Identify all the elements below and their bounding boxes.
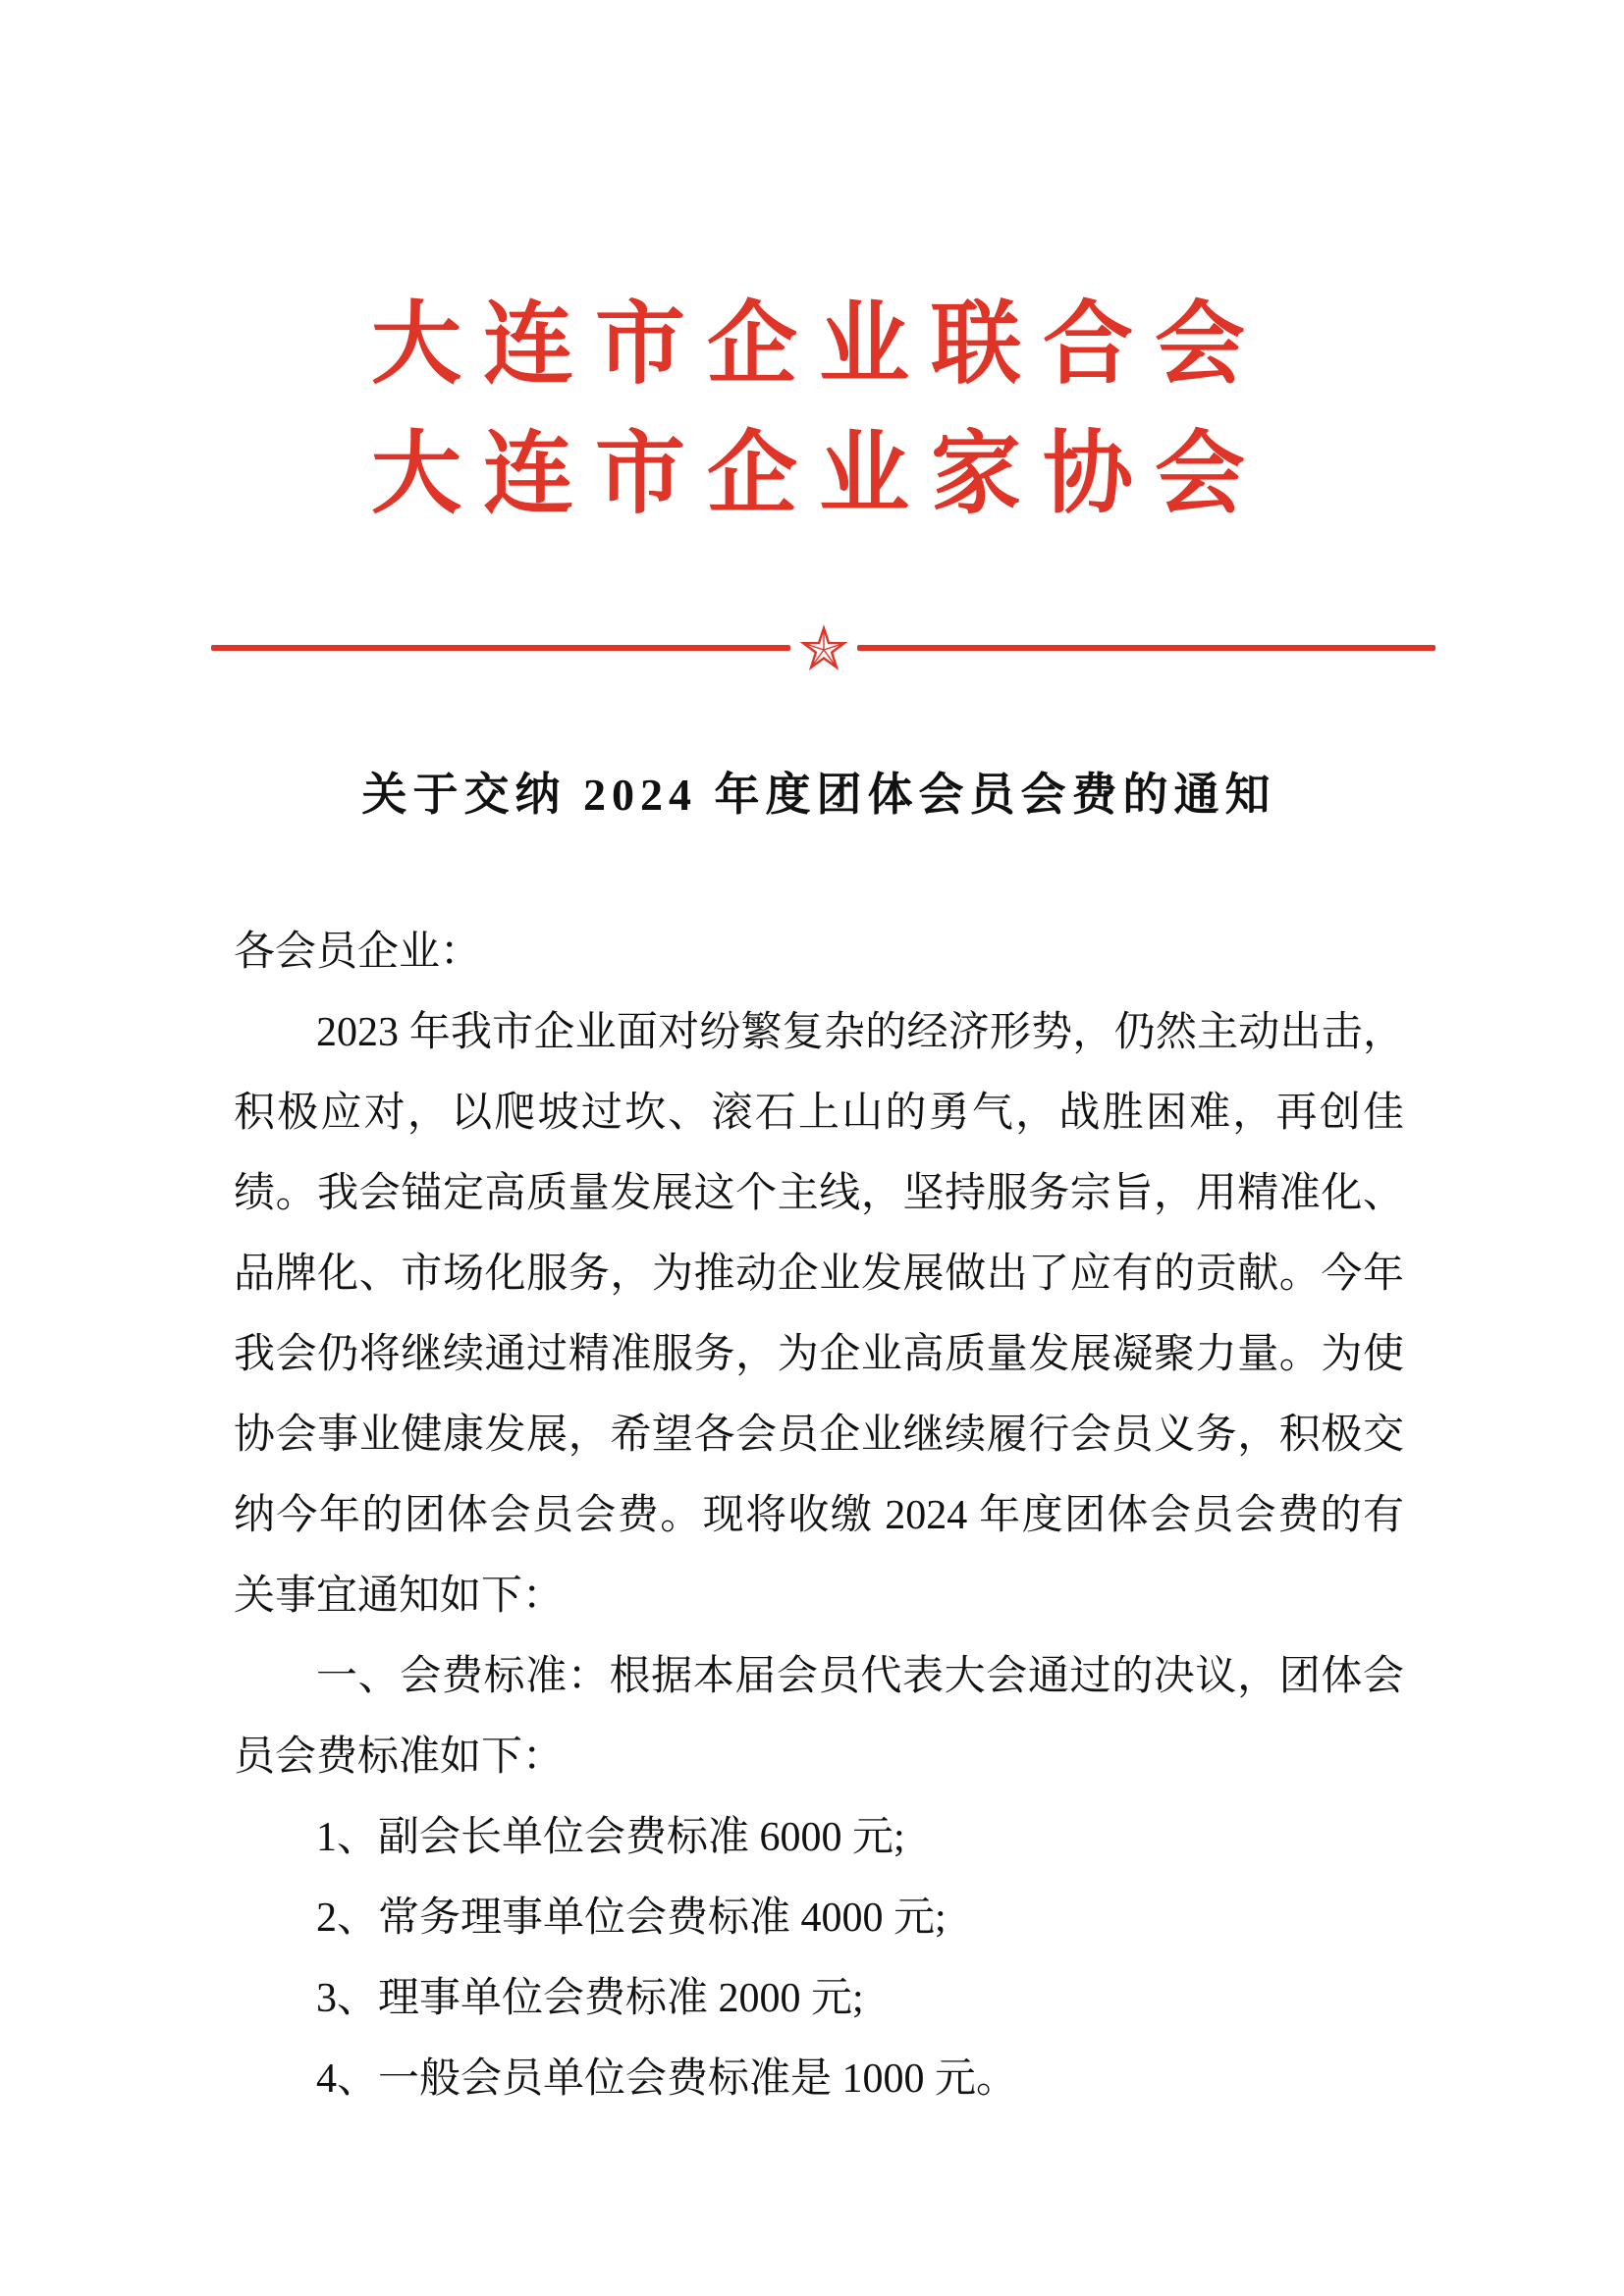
- star-icon: [800, 624, 847, 671]
- fee-item-4: 4、一般会员单位会费标准是 1000 元。: [316, 2056, 1018, 2102]
- paragraph-main: 2023 年我市企业面对纷繁复杂的经济形势，仍然主动出击，积极应对，以爬坡过坎、滚石上山的勇气，战胜困难，再创佳绩。我会锚定高质量发展这个主线，坚持服务宗旨，用精准化、品牌化、市场化服务，为推动企业发展做出了应有的贡献。今年我会仍将继续通过精准服务，为企业高质量发展凝聚力量。为使协会事业健康发展，希望各会员企业继续履行会员义务，积极交纳今年的团体会员会费。现将收缴 2024 年度团体会员会费的有关事宜通知如下：: [234, 1010, 1404, 1619]
- letterhead-divider: [211, 624, 1435, 671]
- divider-rule-right: [857, 645, 1436, 651]
- document-title: 关于交纳 2024 年度团体会员会费的通知: [361, 770, 1276, 820]
- letterhead: [234, 280, 1404, 539]
- letterhead-line1: 大连市企业联合会: [370, 294, 1267, 395]
- salutation: 各会员企业：: [234, 930, 482, 975]
- fee-item-2: 2、常务理事单位会费标准 4000 元;: [316, 1896, 947, 1941]
- fee-item-1: 1、副会长单位会费标准 6000 元;: [316, 1815, 905, 1860]
- divider-rule-left: [211, 645, 790, 651]
- fee-item-3: 3、理事单位会费标准 2000 元;: [316, 1976, 864, 2021]
- document-body: [234, 912, 1404, 2119]
- document-content: [0, 280, 1624, 2119]
- letterhead-line2: 大连市企业家协会: [370, 424, 1267, 524]
- paragraph-fee-standard-intro: 一、会费标准：根据本届会员代表大会通过的决议，团体会员会费标准如下：: [234, 1654, 1404, 1780]
